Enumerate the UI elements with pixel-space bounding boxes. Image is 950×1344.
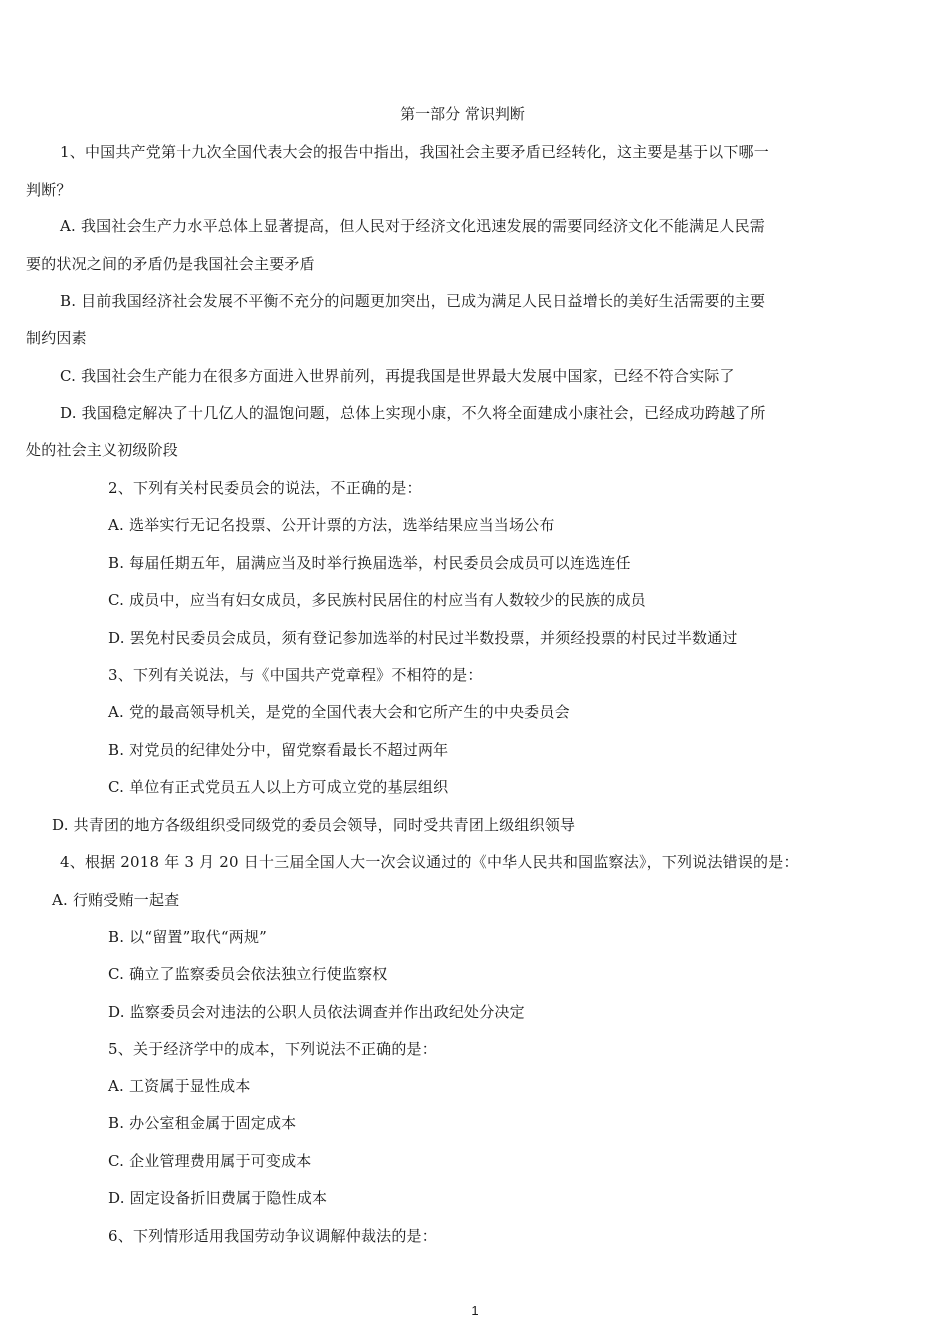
q1-option-d-line2: 处的社会主义初级阶段 (26, 441, 179, 459)
q1-stem-line1: 1、中国共产党第十九次全国代表大会的报告中指出，我国社会主要矛盾已经转化，这主要是基于以下哪一 (60, 143, 769, 161)
section-title: 第一部分 常识判断 (400, 105, 525, 123)
q1-option-d-line1: D. 我国稳定解决了十几亿人的温饱问题，总体上实现小康，不久将全面建成小康社会，已经成功跨越了所 (60, 404, 766, 422)
q3-option-c: C. 单位有正式党员五人以上方可成立党的基层组织 (108, 778, 449, 796)
q2-option-b: B. 每届任期五年，届满应当及时举行换届选举，村民委员会成员可以连选连任 (108, 554, 631, 572)
q3-option-d: D. 共青团的地方各级组织受同级党的委员会领导，同时受共青团上级组织领导 (52, 816, 576, 834)
q2-option-a: A. 选举实行无记名投票、公开计票的方法，选举结果应当当场公布 (108, 516, 555, 534)
q3-option-b: B. 对党员的纪律处分中，留党察看最长不超过两年 (108, 741, 449, 759)
q3-option-a: A. 党的最高领导机关，是党的全国代表大会和它所产生的中央委员会 (108, 703, 570, 721)
page-number: 1 (471, 1303, 479, 1318)
q1-option-c: C. 我国社会生产能力在很多方面进入世界前列，再提我国是世界最大发展中国家，已经不符合实际了 (60, 367, 735, 385)
q4-option-a: A. 行贿受贿一起查 (52, 891, 180, 909)
q6-stem: 6、下列情形适用我国劳动争议调解仲裁法的是： (108, 1227, 437, 1245)
q4-stem: 4、根据 2018 年 3 月 20 日十三届全国人大一次会议通过的《中华人民共和国监察法》，下列说法错误的是： (60, 853, 799, 871)
q4-option-b: B. 以“留置”取代“两规” (108, 928, 268, 946)
q1-option-a-line2: 要的状况之间的矛盾仍是我国社会主要矛盾 (26, 255, 315, 273)
q2-stem: 2、下列有关村民委员会的说法，不正确的是： (108, 479, 422, 497)
q1-option-b-line2: 制约因素 (26, 329, 87, 347)
q1-option-a-line1: A. 我国社会生产力水平总体上显著提高，但人民对于经济文化迅速发展的需要同经济文化不能满足人民需 (60, 217, 765, 235)
q1-stem-line2: 判断？ (26, 181, 72, 199)
q2-option-d: D. 罢免村民委员会成员，须有登记参加选举的村民过半数投票，并须经投票的村民过半数通过 (108, 629, 738, 647)
q3-stem: 3、下列有关说法，与《中国共产党章程》不相符的是： (108, 666, 483, 684)
q4-option-d: D. 监察委员会对违法的公职人员依法调查并作出政纪处分决定 (108, 1003, 525, 1021)
q4-option-c: C. 确立了监察委员会依法独立行使监察权 (108, 965, 388, 983)
q5-option-a: A. 工资属于显性成本 (108, 1077, 251, 1095)
q5-option-d: D. 固定设备折旧费属于隐性成本 (108, 1189, 328, 1207)
q1-option-b-line1: B. 目前我国经济社会发展不平衡不充分的问题更加突出，已成为满足人民日益增长的美好生活需要的主要 (60, 292, 766, 310)
q2-option-c: C. 成员中，应当有妇女成员，多民族村民居住的村应当有人数较少的民族的成员 (108, 591, 646, 609)
q5-option-b: B. 办公室租金属于固定成本 (108, 1114, 297, 1132)
q5-option-c: C. 企业管理费用属于可变成本 (108, 1152, 312, 1170)
q5-stem: 5、关于经济学中的成本，下列说法不正确的是： (108, 1040, 437, 1058)
